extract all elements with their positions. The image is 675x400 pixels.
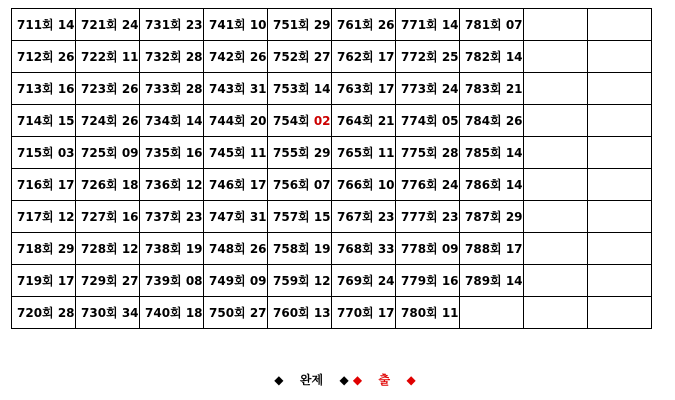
draw-cell: 765회 11: [332, 137, 396, 169]
empty-cell: [588, 73, 652, 105]
draw-cell: 754회 02: [268, 105, 332, 137]
draw-cell: 734회 14: [140, 105, 204, 137]
draw-cell: 789회 14: [460, 265, 524, 297]
draw-cell: 780회 11: [396, 297, 460, 329]
empty-cell: [588, 233, 652, 265]
draw-cell: 724회 26: [76, 105, 140, 137]
draw-cell: 720회 28: [12, 297, 76, 329]
draw-cell: 777회 23: [396, 201, 460, 233]
draw-cell: 758회 19: [268, 233, 332, 265]
grid-row: [12, 297, 652, 329]
legend-complete-label: 완제: [299, 373, 324, 387]
empty-cell: [588, 105, 652, 137]
draw-cell: 717회 12: [12, 201, 76, 233]
draw-cell: 728회 12: [76, 233, 140, 265]
draw-cell: 781회 07: [460, 9, 524, 41]
draw-cell: 727회 16: [76, 201, 140, 233]
draw-cell: 716회 17: [12, 169, 76, 201]
draw-cell: 733회 28: [140, 73, 204, 105]
grid-row: [12, 169, 652, 201]
draw-cell: 719회 17: [12, 265, 76, 297]
draw-cell: 786회 14: [460, 169, 524, 201]
draw-cell: 742회 26: [204, 41, 268, 73]
draw-cell: 747회 31: [204, 201, 268, 233]
draw-cell: 772회 25: [396, 41, 460, 73]
grid-row: [12, 137, 652, 169]
draw-cell: 762회 17: [332, 41, 396, 73]
draw-cell: 775회 28: [396, 137, 460, 169]
empty-cell: [524, 297, 588, 329]
draw-cell: 738회 19: [140, 233, 204, 265]
draw-cell: 763회 17: [332, 73, 396, 105]
grid-row: [12, 41, 652, 73]
draw-cell: 749회 09: [204, 265, 268, 297]
draw-cell: 726회 18: [76, 169, 140, 201]
draw-cell: 745회 11: [204, 137, 268, 169]
draw-cell: 737회 23: [140, 201, 204, 233]
draw-cell: 713회 16: [12, 73, 76, 105]
draw-cell: 735회 16: [140, 137, 204, 169]
draw-cell: 752회 27: [268, 41, 332, 73]
empty-cell: [588, 265, 652, 297]
legend-out-label: 출: [378, 373, 391, 387]
draw-cell: 779회 16: [396, 265, 460, 297]
draw-cell: 771회 14: [396, 9, 460, 41]
draw-cell: 725회 09: [76, 137, 140, 169]
draw-cell: 760회 13: [268, 297, 332, 329]
draw-cell: 714회 15: [12, 105, 76, 137]
empty-cell: [524, 105, 588, 137]
draw-cell: 782회 14: [460, 41, 524, 73]
draw-cell: 761회 26: [332, 9, 396, 41]
draw-cell: 721회 24: [76, 9, 140, 41]
draw-cell: 774회 05: [396, 105, 460, 137]
draw-cell: 785회 14: [460, 137, 524, 169]
draw-cell: 766회 10: [332, 169, 396, 201]
draw-cell: 751회 29: [268, 9, 332, 41]
empty-cell: [524, 73, 588, 105]
empty-cell: [524, 201, 588, 233]
draw-cell: 711회 14: [12, 9, 76, 41]
empty-cell: [588, 137, 652, 169]
draw-cell: 770회 17: [332, 297, 396, 329]
grid-row: [12, 265, 652, 297]
draw-cell: 756회 07: [268, 169, 332, 201]
grid-row: [12, 201, 652, 233]
draw-cell: 787회 29: [460, 201, 524, 233]
draw-cell: 730회 34: [76, 297, 140, 329]
draw-cell: 788회 17: [460, 233, 524, 265]
draw-cell: 778회 09: [396, 233, 460, 265]
draw-cell: 731회 23: [140, 9, 204, 41]
empty-cell: [524, 137, 588, 169]
draw-cell: 740회 18: [140, 297, 204, 329]
draw-cell: 769회 24: [332, 265, 396, 297]
draw-cell: 768회 33: [332, 233, 396, 265]
draw-cell: 755회 29: [268, 137, 332, 169]
draw-cell: 722회 11: [76, 41, 140, 73]
draw-cell: 743회 31: [204, 73, 268, 105]
empty-cell: [588, 41, 652, 73]
draw-cell: 748회 26: [204, 233, 268, 265]
red-diamond-icon: ◆: [352, 372, 363, 387]
empty-cell: [524, 169, 588, 201]
black-diamond-icon: ◆: [339, 372, 349, 387]
black-diamond-icon: ◆: [274, 372, 284, 387]
grid-row: [12, 233, 652, 265]
draw-cell: 739회 08: [140, 265, 204, 297]
draw-cell: 744회 20: [204, 105, 268, 137]
draw-cell: 718회 29: [12, 233, 76, 265]
empty-cell: [460, 297, 524, 329]
draw-cell: 712회 26: [12, 41, 76, 73]
draw-cell: 783회 21: [460, 73, 524, 105]
draw-cell: 732회 28: [140, 41, 204, 73]
highlight-number: 02: [313, 114, 331, 128]
red-diamond-icon: ◆: [406, 372, 416, 387]
empty-cell: [588, 9, 652, 41]
empty-cell: [524, 233, 588, 265]
draw-cell: 729회 27: [76, 265, 140, 297]
empty-cell: [588, 201, 652, 233]
draw-cell: 715회 03: [12, 137, 76, 169]
draw-cell: 741회 10: [204, 9, 268, 41]
draw-cell: 753회 14: [268, 73, 332, 105]
draw-cell: 759회 12: [268, 265, 332, 297]
empty-cell: [588, 297, 652, 329]
legend: [0, 371, 675, 388]
draw-cell: 736회 12: [140, 169, 204, 201]
empty-cell: [524, 9, 588, 41]
grid-row: [12, 105, 652, 137]
empty-cell: [588, 169, 652, 201]
draw-cell: 750회 27: [204, 297, 268, 329]
empty-cell: [524, 265, 588, 297]
draw-cell: 723회 26: [76, 73, 140, 105]
grid-row: [12, 9, 652, 41]
empty-cell: [524, 41, 588, 73]
draw-cell: 764회 21: [332, 105, 396, 137]
draw-results-grid: [11, 8, 652, 329]
draw-cell: 767회 23: [332, 201, 396, 233]
draw-cell: 773회 24: [396, 73, 460, 105]
draw-cell: 784회 26: [460, 105, 524, 137]
draw-cell: 776회 24: [396, 169, 460, 201]
draw-cell: 746회 17: [204, 169, 268, 201]
grid-row: [12, 73, 652, 105]
draw-cell: 757회 15: [268, 201, 332, 233]
